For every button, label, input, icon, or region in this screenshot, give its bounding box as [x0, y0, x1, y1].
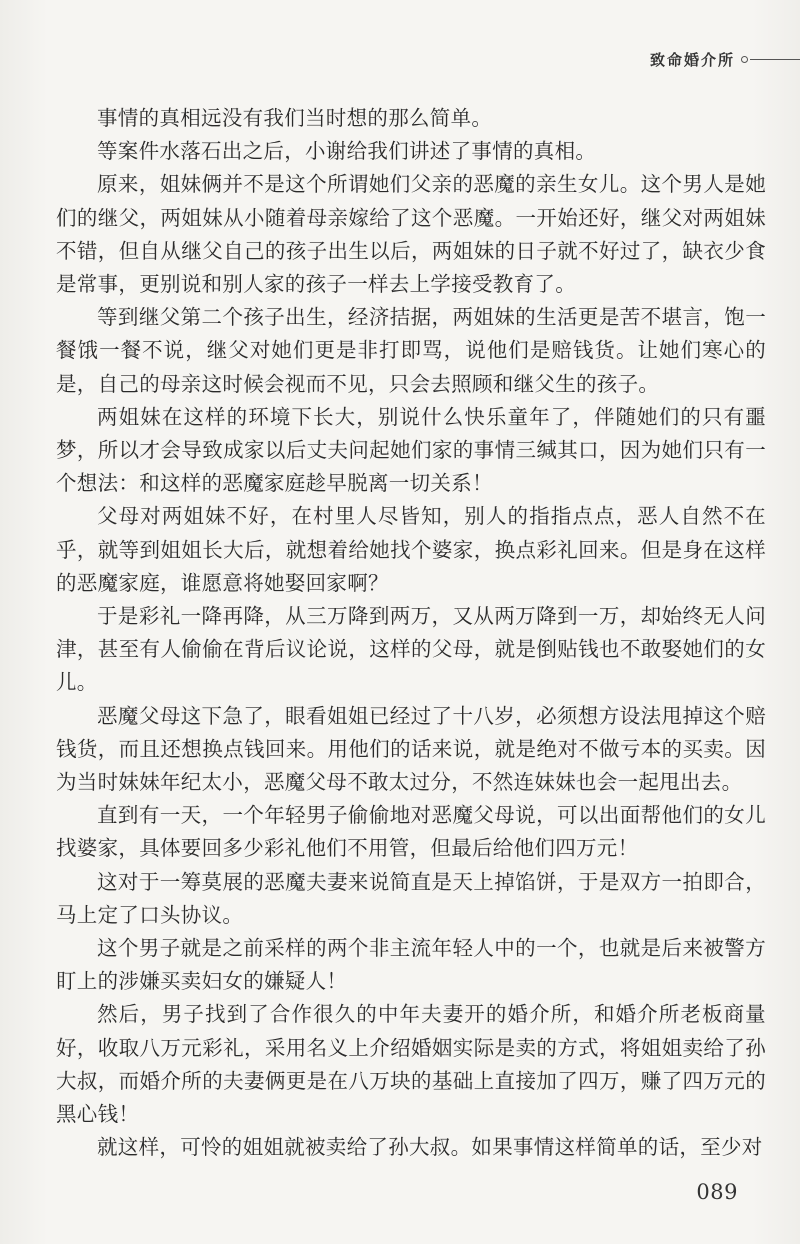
page-number: 089 — [696, 1180, 738, 1204]
body-text — [56, 102, 766, 1165]
header-circle-marker — [741, 56, 748, 63]
paragraph: 两姐妹在这样的环境下长大，别说什么快乐童年了，伴随她们的只有噩梦，所以才会导致成家以后丈夫问起她们家的事情三缄其口，因为她们只有一个想法：和这样的恶魔家庭趁早脱离一切关系！ — [56, 404, 766, 496]
paragraph: 父母对两姐妹不好，在村里人尽皆知，别人的指指点点，恶人自然不在乎，就等到姐姐长大后，就想着给她找个婆家，换点彩礼回来。但是身在这样的恶魔家庭，谁愿意将她娶回家啊？ — [56, 504, 766, 595]
paragraph: 就这样，可怜的姐姐就被卖给了孙大叔。如果事情这样简单的话，至少对 — [97, 1135, 763, 1160]
paragraph: 原来，姐妹俩并不是这个所谓她们父亲的恶魔的亲生女儿。这个男人是她们的继父，两姐妹从小随着母亲嫁给了这个恶魔。一开始还好，继父对两姐妹不错，但自从继父自己的孩子出生以后，两姐妹的日子就不好过了，缺衣少食是常事，更别说和别人家的孩子一样去上学接受教育了。 — [56, 172, 766, 297]
paragraph: 等到继父第二个孩子出生，经济拮据，两姐妹的生活更是苦不堪言，饱一餐饿一餐不说，继父对她们更是非打即骂，说他们是赔钱货。让她们寒心的是，自己的母亲这时候会视而不见，只会去照顾和继父生的孩子。 — [56, 305, 766, 396]
paragraph: 事情的真相远没有我们当时想的那么简单。 — [97, 106, 493, 130]
header-title: 致命婚介所 — [649, 50, 735, 69]
paragraph: 这个男子就是之前采样的两个非主流年轻人中的一个，也就是后来被警方盯上的涉嫌买卖妇女的嫌疑人！ — [56, 936, 766, 994]
paragraph: 等案件水落石出之后，小谢给我们讲述了事情的真相。 — [97, 139, 597, 164]
header-rule — [750, 59, 800, 60]
paragraph: 这对于一筹莫展的恶魔夫妻来说简直是天上掉馅饼，于是双方一拍即合，马上定了口头协议。 — [56, 869, 766, 927]
paragraph: 于是彩礼一降再降，从三万降到两万，又从两万降到一万，却始终无人问津，甚至有人偷偷在背后议论说，这样的父母，就是倒贴钱也不敢娶她们的女儿。 — [56, 604, 766, 695]
paragraph: 然后，男子找到了合作很久的中年夫妻开的婚介所，和婚介所老板商量好，收取八万元彩礼，采用名义上介绍婚姻实际是卖的方式，将姐姐卖给了孙大叔，而婚介所的夫妻俩更是在八万块的基础上直接加了四万，赚了四万元的黑心钱！ — [56, 1002, 766, 1127]
paragraph: 恶魔父母这下急了，眼看姐姐已经过了十八岁，必须想方设法甩掉这个赔钱货，而且还想换点钱回来。用他们的话来说，就是绝对不做亏本的买卖。因为当时妹妹年纪太小，恶魔父母不敢太过分，不然连妹妹也会一起甩出去。 — [56, 703, 766, 795]
paragraph: 直到有一天，一个年轻男子偷偷地对恶魔父母说，可以出面帮他们的女儿找婆家，具体要回多少彩礼他们不用管，但最后给他们四万元！ — [56, 803, 766, 861]
running-header — [650, 44, 800, 74]
